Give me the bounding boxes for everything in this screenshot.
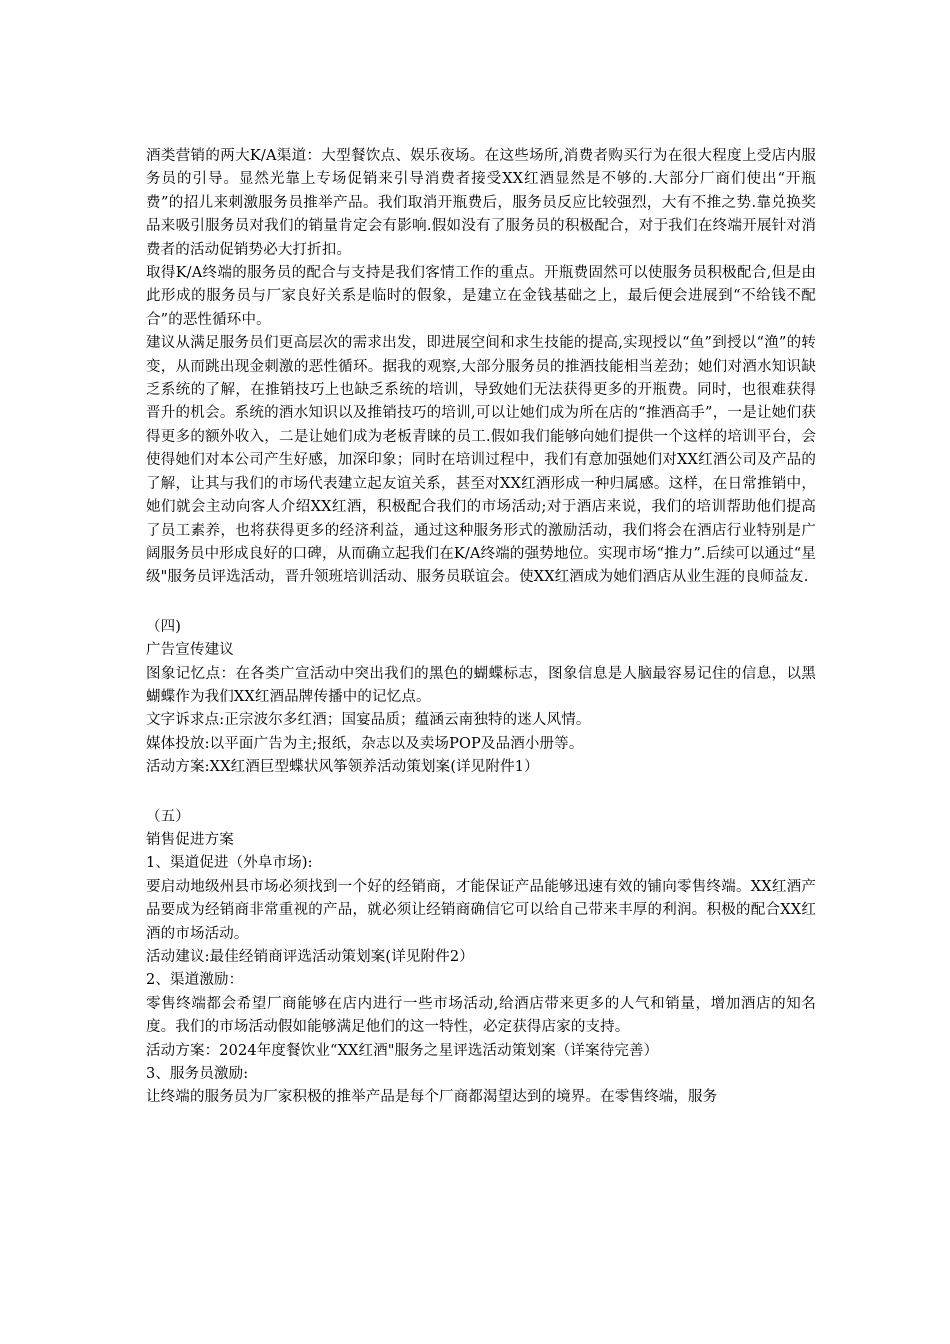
section-title: 销售促进方案 xyxy=(146,831,234,848)
body-paragraph: 活动方案:XX红酒巨型蝶状风筝领养活动策划案(详见附件1） xyxy=(146,759,539,776)
item-heading: 3、服务员激励: xyxy=(146,1066,249,1083)
item-heading: 1、渠道促进（外阜市场): xyxy=(146,855,313,872)
body-paragraph: 酒类营销的两大K/A渠道：大型餐饮点、娱乐夜场。在这些场所,消费者购买行为在很大程度上受店内服务员的引导。显然光靠上专场促销来引导消费者接受XX红酒显然是不够的.大部分厂商们使出“开瓶费”的招儿来刺激服务员推举产品。我们取消开瓶费后，服务员反应比较强烈，大有不推之势.靠兑换奖品来吸引服务员对我们的销量肯定会有影响.假如没有了服务员的积极配合，对于我们在终端开展针对消费者的活动促销势必大打折扣。 xyxy=(146,148,816,258)
body-paragraph: 让终端的服务员为厂家积极的推举产品是每个厂商都渴望达到的境界。在零售终端，服务 xyxy=(146,1089,718,1106)
document-page xyxy=(146,145,816,1110)
body-paragraph: 建议从满足服务员们更高层次的需求出发，即进展空间和求生技能的提高,实现授以“鱼”到授以“渔”的转变，从而跳出现金刺激的恶性循环。据我的观察,大部分服务员的推酒技能相当差劲；她们对酒水知识缺乏系统的了解，在推销技巧上也缺乏系统的培训，导致她们无法获得更多的开瓶费。同时，也很难获得晋升的机会。系统的酒水知识以及推销技巧的培训,可以让她们成为所在店的“推酒高手”，一是让她们获得更多的额外收入，二是让她们成为老板青睐的员工.假如我们能够向她们提供一个这样的培训平台，会使得她们对本公司产生好感，加深印象；同时在培训过程中，我们有意加强她们对XX红酒公司及产品的了解，让其与我们的市场代表建立起友谊关系，甚至对XX红酒形成一种归属感。这样，在日常推销中，她们就会主动向客人介绍XX红酒，积极配合我们的市场活动;对于酒店来说，我们的培训帮助他们提高了员工素养，也将获得更多的经济利益，通过这种服务形式的激励活动，我们将会在酒店行业特别是广阔服务员中形成良好的口碑，从而确立起我们在K/A终端的强势地位。实现市场“推力”.后续可以通过“星级"服务员评选活动，晋升领班培训活动、服务员联谊会。使XX红酒成为她们酒店从业生涯的良师益友. xyxy=(146,335,816,586)
body-paragraph: 活动方案：2024年度餐饮业“XX红酒"服务之星评选活动策划案（详案待完善） xyxy=(146,1042,659,1059)
section-title: 广告宣传建议 xyxy=(146,642,234,659)
body-paragraph: 取得K/A终端的服务员的配合与支持是我们客情工作的重点。开瓶费固然可以使服务员积极配合,但是由此形成的服务员与厂家良好关系是临时的假象，是建立在金钱基础之上，最后便会进展到“不给钱不配合”的恶性循环中。 xyxy=(146,265,816,328)
body-paragraph: 媒体投放:以平面广告为主;报纸，杂志以及卖场POP及品酒小册等。 xyxy=(146,735,584,752)
section-spacer xyxy=(146,590,816,616)
body-paragraph: 活动建议:最佳经销商评选活动策划案(详见附件2） xyxy=(146,949,474,965)
body-paragraph: 零售终端都会希望厂商能够在店内进行一些市场活动,给酒店带来更多的人气和销量，增加酒店的知名度。我们的市场活动假如能够满足他们的这一特性，必定获得店家的支持。 xyxy=(146,995,816,1036)
section-number: （四) xyxy=(146,618,182,635)
section-number: （五） xyxy=(146,808,190,825)
section-spacer xyxy=(146,780,816,806)
item-heading: 2、渠道激励： xyxy=(146,972,244,989)
body-paragraph: 要启动地级州县市场必须找到一个好的经销商，才能保证产品能够迅速有效的铺向零售终端。XX红酒产品要成为经销商非常重视的产品，就必须让经销商确信它可以给自己带来丰厚的利润。积极的配合XX红酒的市场活动。 xyxy=(146,878,816,942)
body-paragraph: 图象记忆点：在各类广宣活动中突出我们的黑色的蝴蝶标志，图象信息是人脑最容易记住的信息，以黑蝴蝶作为我们XX红酒品牌传播中的记忆点。 xyxy=(146,665,816,705)
body-paragraph: 文字诉求点:正宗波尔多红酒；国宴品质；蕴涵云南独特的迷人风情。 xyxy=(146,712,591,729)
